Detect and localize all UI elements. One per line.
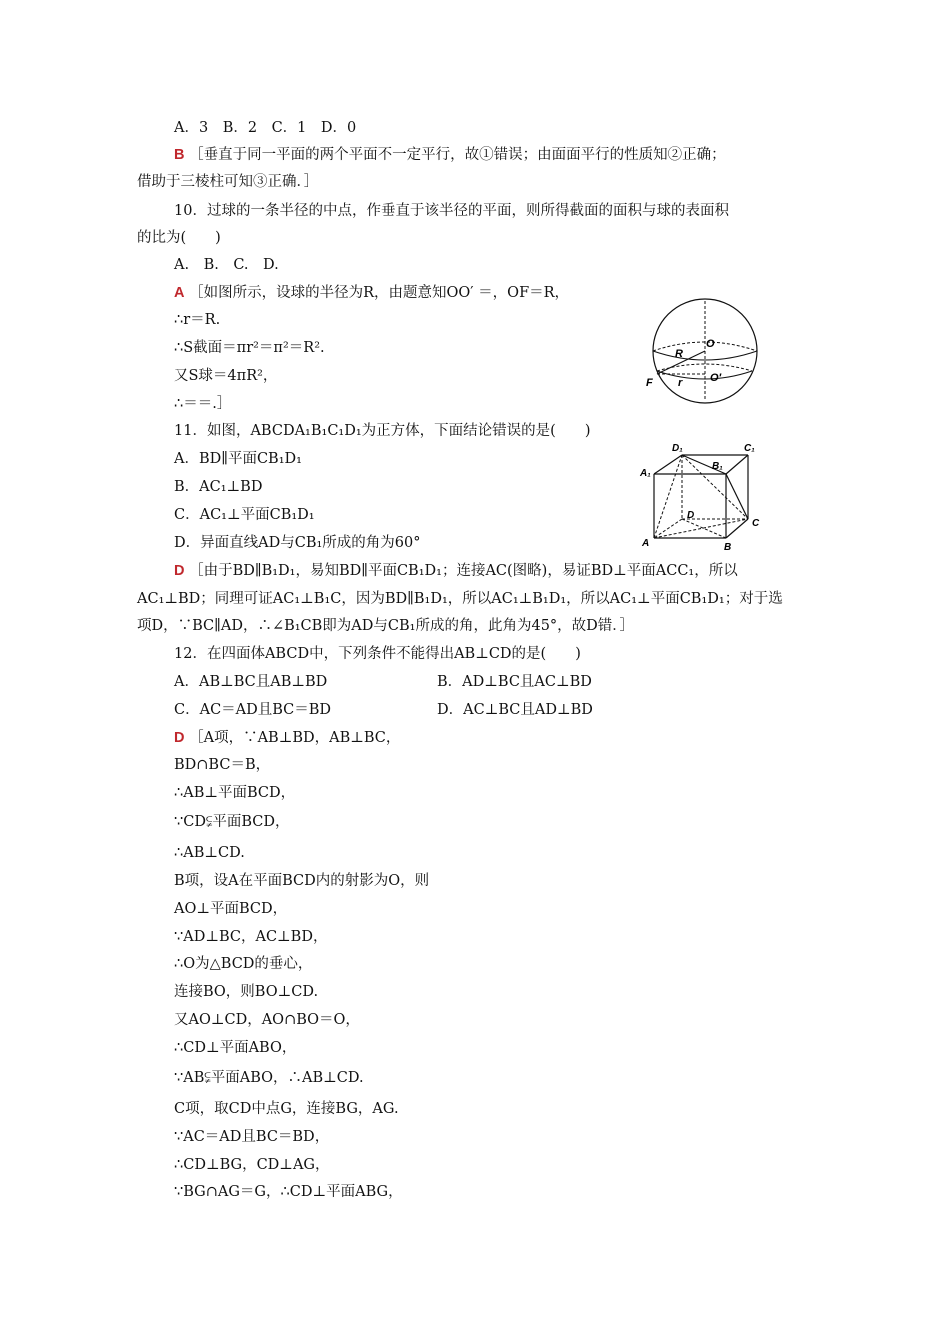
line-text: 的比为( ) bbox=[137, 230, 221, 246]
line-text: A. B. C. D. bbox=[174, 257, 279, 273]
text-line bbox=[174, 255, 279, 275]
line-text: 借助于三棱柱可知③正确．］ bbox=[137, 174, 319, 190]
line-text: 项D，∵BC∥AD，∴∠B₁CB即为AD与CB₁所成的角，此角为45°，故D错．］ bbox=[137, 618, 635, 634]
text-line bbox=[174, 1010, 360, 1030]
answer-key: B bbox=[174, 147, 185, 163]
line-text: ［由于BD∥B₁D₁，易知BD∥平面CB₁D₁；连接AC(图略)，易证BD⊥平面ACC₁，所以 bbox=[189, 563, 738, 579]
line-text: ［A项，∵AB⊥BD，AB⊥BC， bbox=[189, 730, 401, 746]
sphere-label-O-prime: O′ bbox=[710, 372, 722, 384]
option-12: B．AD⊥BC且AC⊥BD bbox=[437, 674, 592, 690]
option-12: A．AB⊥BC且AB⊥BD bbox=[174, 674, 328, 690]
text-line bbox=[174, 394, 231, 414]
sphere-label-R: R bbox=[675, 348, 683, 360]
text-line bbox=[174, 783, 295, 803]
line-text: AC₁⊥BD；同理可证AC₁⊥B₁C，因为BD∥B₁D₁，所以AC₁⊥B₁D₁，所以AC₁⊥平面CB₁D₁；对于选 bbox=[137, 591, 783, 607]
text-line bbox=[174, 561, 738, 581]
line-text: D．异面直线AD与CB₁所成的角为60° bbox=[174, 535, 421, 551]
line-text: ∵BG∩AG＝G，∴CD⊥平面ABG， bbox=[174, 1184, 403, 1200]
line-text: ∴CD⊥BG，CD⊥AG， bbox=[174, 1157, 330, 1173]
line-text: 又AO⊥CD，AO∩BO＝O， bbox=[174, 1012, 360, 1028]
line-text: 11．如图，ABCDA₁B₁C₁D₁为正方体，下面结论错误的是( ) bbox=[174, 423, 591, 439]
text-line bbox=[174, 118, 356, 138]
text-line bbox=[174, 843, 245, 863]
text-line bbox=[174, 1127, 329, 1147]
line-text: B．AC₁⊥BD bbox=[174, 479, 263, 495]
cube-figure bbox=[638, 436, 768, 556]
cube-label-C1: C₁ bbox=[744, 443, 755, 454]
text-line bbox=[174, 728, 400, 748]
line-text: B项，设A在平面BCD内的射影为O，则 bbox=[174, 873, 430, 889]
answer-key: D bbox=[174, 563, 185, 579]
line-text: ［如图所示，设球的半径为R，由题意知OO′ ＝，OF＝R， bbox=[189, 285, 570, 301]
text-line bbox=[174, 201, 729, 221]
line-text: ∴O为△BCD的垂心， bbox=[174, 956, 313, 972]
line-text: 又S球＝4πR²， bbox=[174, 368, 278, 384]
text-line bbox=[174, 533, 421, 553]
line-text: ∵AC＝AD且BC＝BD， bbox=[174, 1129, 330, 1145]
sphere-label-O: O bbox=[706, 338, 715, 350]
cube-label-B1: B₁ bbox=[712, 461, 723, 472]
text-line bbox=[174, 505, 315, 525]
line-text: C．AC₁⊥平面CB₁D₁ bbox=[174, 507, 315, 523]
text-line bbox=[137, 616, 634, 636]
line-text: A．3 B．2 C．1 D．0 bbox=[174, 120, 357, 136]
option-12: C．AC＝AD且BC＝BD bbox=[174, 702, 332, 718]
line-text: ∵AD⊥BC，AC⊥BD， bbox=[174, 929, 328, 945]
line-text: ∴CD⊥平面ABO， bbox=[174, 1040, 297, 1056]
answer-key: D bbox=[174, 730, 185, 746]
text-line bbox=[174, 954, 312, 974]
cube-label-B: B bbox=[724, 542, 732, 553]
cube-label-D1: D₁ bbox=[672, 443, 683, 454]
text-line bbox=[137, 589, 783, 609]
line-text: ∴r＝R. bbox=[174, 312, 221, 328]
line-text: C项，取CD中点G，连接BG，AG. bbox=[174, 1101, 399, 1117]
line-text: ∵CD⫋平面BCD， bbox=[174, 814, 290, 830]
text-line bbox=[174, 310, 220, 330]
line-text: ［垂直于同一平面的两个平面不一定平行，故①错误；由面面平行的性质知②正确； bbox=[189, 147, 726, 163]
cube-label-A: A bbox=[642, 538, 650, 549]
text-line bbox=[174, 449, 302, 469]
text-line bbox=[174, 1068, 364, 1088]
text-line bbox=[174, 477, 262, 497]
text-line bbox=[174, 871, 429, 891]
sphere-figure bbox=[640, 295, 770, 410]
text-line bbox=[174, 899, 287, 919]
line-text: ∴＝＝.］ bbox=[174, 396, 232, 412]
line-text: BD∩BC＝B， bbox=[174, 757, 271, 773]
text-line bbox=[174, 338, 325, 358]
answer-key: A bbox=[174, 285, 185, 301]
text-line bbox=[174, 812, 289, 832]
line-text: AO⊥平面BCD， bbox=[174, 901, 288, 917]
sphere-label-F: F bbox=[646, 377, 653, 389]
option-12: D．AC⊥BC且AD⊥BD bbox=[437, 702, 593, 718]
text-line bbox=[174, 982, 318, 1002]
text-line bbox=[174, 1182, 403, 1202]
line-text: ∴AB⊥CD. bbox=[174, 845, 245, 861]
line-text: 10．过球的一条半径的中点，作垂直于该半径的平面，则所得截面的面积与球的表面积 bbox=[174, 203, 729, 219]
line-text: A．BD∥平面CB₁D₁ bbox=[174, 451, 302, 467]
text-line bbox=[174, 1099, 399, 1119]
cube-label-A1: A₁ bbox=[640, 468, 651, 479]
text-line bbox=[174, 283, 569, 303]
text-line bbox=[174, 366, 277, 386]
text-line bbox=[174, 421, 590, 441]
text-line bbox=[174, 1155, 330, 1175]
text-line bbox=[174, 927, 327, 947]
line-text: ∴AB⊥平面BCD， bbox=[174, 785, 296, 801]
line-text: ∵AB⫋平面ABO，∴AB⊥CD. bbox=[174, 1070, 364, 1086]
text-line bbox=[174, 145, 726, 165]
sphere-label-r: r bbox=[678, 377, 683, 389]
line-text: 连接BO，则BO⊥CD. bbox=[174, 984, 319, 1000]
text-line bbox=[137, 172, 318, 192]
line-text: 12．在四面体ABCD中，下列条件不能得出AB⊥CD的是( ) bbox=[174, 646, 581, 662]
text-line bbox=[137, 228, 221, 248]
cube-label-D: D bbox=[687, 510, 695, 521]
text-line bbox=[174, 755, 270, 775]
text-line bbox=[174, 644, 581, 664]
text-line bbox=[174, 1038, 296, 1058]
line-text: ∴S截面＝πr²＝π²＝R². bbox=[174, 340, 325, 356]
cube-label-C: C bbox=[752, 518, 760, 529]
